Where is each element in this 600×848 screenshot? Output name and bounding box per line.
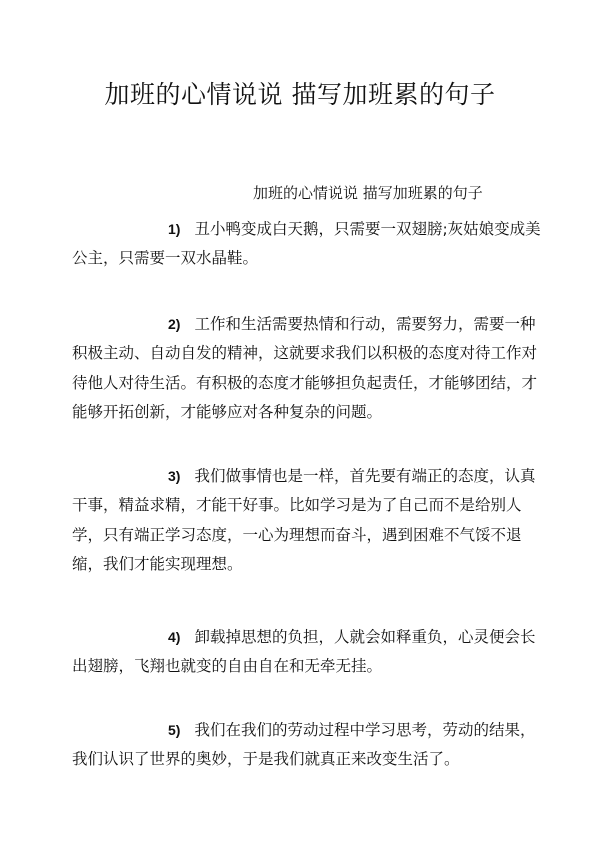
item-text: 我们做事情也是一样，首先要有端正的态度，认真干事，精益求精，才能干好事。比如学习是为了自己而不是给别人学，只有端正学习态度，一心为理想而奋斗，遇到困难不气馁不退缩，我们才能实现理想。 (72, 467, 536, 573)
list-item (72, 215, 542, 274)
item-number: 2) (168, 316, 181, 332)
item-text: 工作和生活需要热情和行动，需要努力，需要一种积极主动、自动自发的精神，这就要求我们以积极的态度对待工作对待他人对待生活。有积极的态度才能够担负起责任，才能够团结，才能够开拓创新，才能够应对各种复杂的问题。 (72, 315, 538, 421)
document-subtitle: 加班的心情说说 描写加班累的句子 (253, 184, 483, 202)
page-title: 加班的心情说说 描写加班累的句子 (104, 80, 496, 109)
item-number: 3) (168, 468, 181, 484)
list-item (72, 716, 542, 775)
list-item (72, 623, 542, 682)
item-number: 1) (168, 221, 181, 237)
list-item (72, 310, 542, 427)
item-text: 我们在我们的劳动过程中学习思考，劳动的结果，我们认识了世界的奥妙，于是我们就真正来改变生活了。 (72, 721, 536, 769)
item-number: 4) (168, 629, 181, 645)
item-text: 卸载掉思想的负担，人就会如释重负，心灵便会长出翅膀，飞翔也就变的自由自在和无牵无挂。 (72, 628, 536, 676)
list-item (72, 462, 542, 579)
item-text: 丑小鸭变成白天鹅，只需要一双翅膀;灰姑娘变成美公主，只需要一双水晶鞋。 (72, 220, 541, 268)
item-number: 5) (168, 722, 181, 738)
